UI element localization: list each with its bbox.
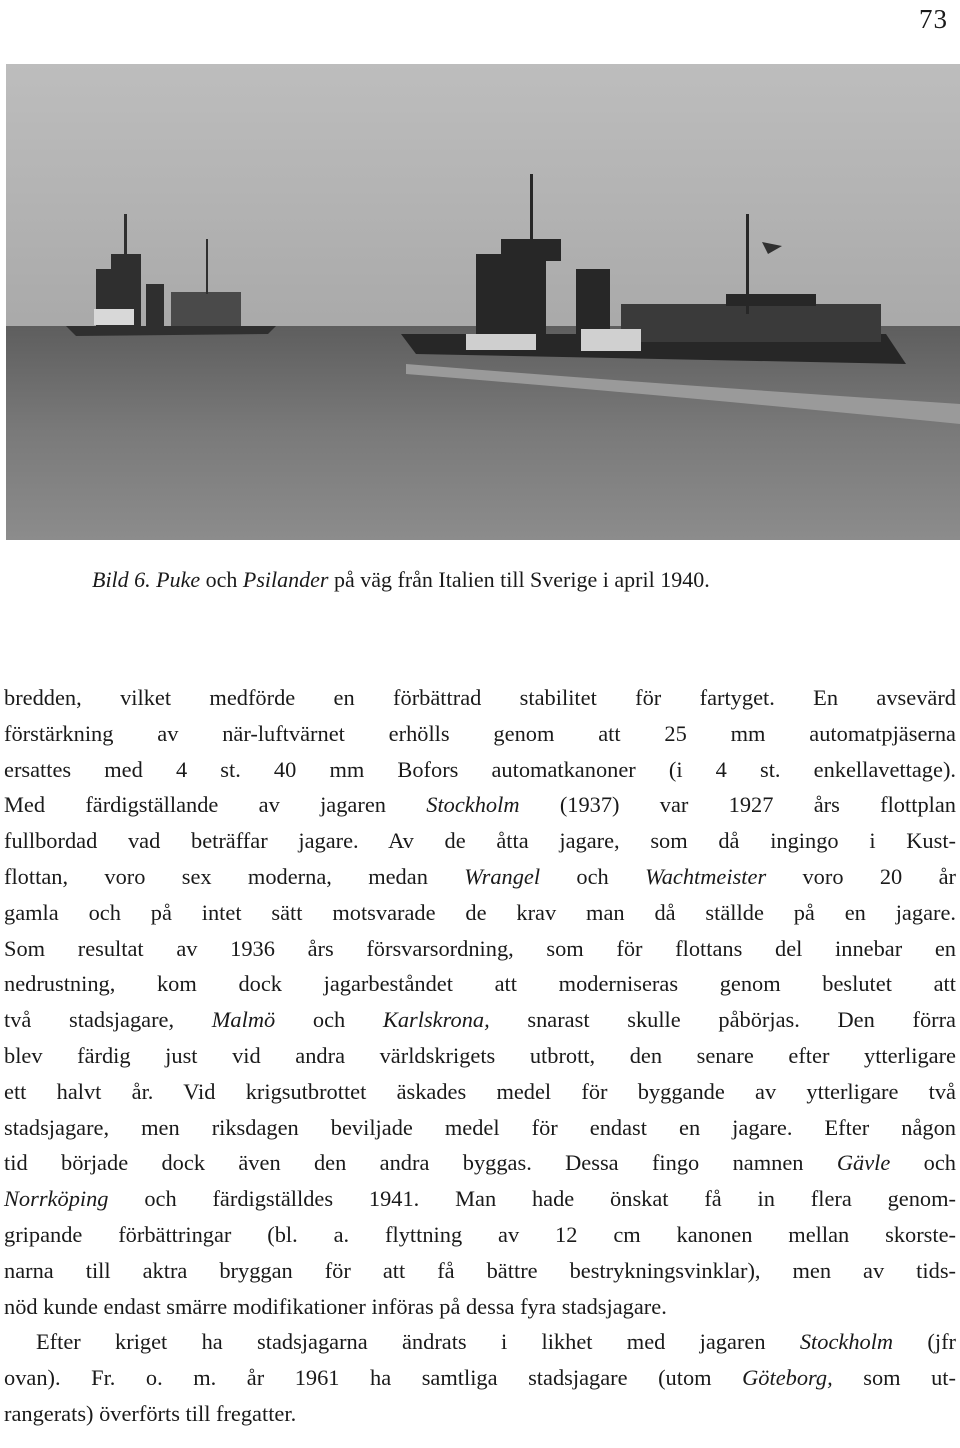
text-line — [4, 1253, 956, 1289]
text-line — [4, 1145, 956, 1181]
body-text — [4, 680, 956, 1432]
text-line — [4, 859, 956, 895]
italic-name: Stockholm — [426, 792, 520, 818]
text-line — [4, 680, 956, 716]
text-line — [4, 1181, 956, 1217]
text-line — [4, 895, 956, 931]
italic-name: Stockholm — [799, 1329, 894, 1355]
text-run: fullbordad vad beträffar jagare. Av de åtta jagare, som då ingingo i Kust- — [4, 828, 956, 854]
text-run: (1937) var 1927 års flottplan — [519, 792, 956, 818]
text-run: och — [540, 863, 646, 889]
text-run: och — [890, 1150, 956, 1176]
text-run: ovan). Fr. o. m. år 1961 ha samtliga stadsjagare (utom — [4, 1365, 743, 1391]
text-line — [4, 1074, 956, 1110]
text-line — [4, 931, 956, 967]
italic-name: Wachtmeister — [645, 863, 767, 889]
caption-ship-2: Psilander — [242, 567, 329, 592]
text-line — [4, 716, 956, 752]
text-line — [4, 1360, 956, 1396]
text-line — [4, 823, 956, 859]
caption-text: på väg från Italien till Sverige i april 1940. — [333, 567, 710, 592]
italic-name: Malmö — [211, 1007, 276, 1033]
text-run: och färdigställdes 1941. Man hade önskat få in flera genom- — [108, 1186, 956, 1212]
destroyers-photo — [6, 64, 960, 540]
text-run: förstärkning av när-luftvärnet erhölls genom att 25 mm automatpjäserna — [4, 720, 956, 746]
text-line — [4, 1217, 956, 1253]
text-line — [4, 1002, 956, 1038]
page-number: 73 — [919, 4, 948, 34]
italic-name: Göteborg, — [742, 1365, 833, 1391]
italic-name: Gävle — [836, 1150, 891, 1176]
text-line — [4, 1324, 956, 1360]
text-run: ett halvt år. Vid krigsutbrottet äskades medel för byggande av ytterligare två — [4, 1078, 956, 1104]
text-line — [4, 1038, 956, 1074]
photo-illustration — [6, 64, 960, 540]
text-run: nedrustning, kom dock jagarbeståndet att moderniseras genom beslutet att — [4, 971, 956, 997]
text-line — [4, 752, 956, 788]
text-line — [4, 1396, 956, 1432]
text-run: ersattes med 4 st. 40 mm Bofors automatkanoner (i 4 st. enkellavettage). — [4, 756, 956, 782]
text-run: tid började dock även den andra byggas. Dessa fingo namnen — [4, 1150, 837, 1176]
text-run: och — [275, 1007, 383, 1033]
text-run: snarast skulle påbörjas. Den förra — [489, 1007, 956, 1033]
text-run: nöd kunde endast smärre modifikationer införas på dessa fyra stadsjagare. — [4, 1293, 667, 1319]
text-run: voro 20 år — [766, 863, 956, 889]
text-line — [4, 1110, 956, 1146]
text-run: gamla och på intet sätt motsvarade de krav man då ställde på en jagare. — [4, 899, 956, 925]
text-run: stadsjagare, men riksdagen beviljade medel för endast en jagare. Efter någon — [4, 1114, 956, 1140]
italic-name: Wrangel — [464, 863, 541, 889]
italic-name: Karlskrona, — [382, 1007, 490, 1033]
text-run: (jfr — [893, 1329, 957, 1355]
text-line — [4, 787, 956, 823]
text-run: bredden, vilket medförde en förbättrad stabilitet för fartyget. En avsevärd — [4, 685, 956, 710]
caption-ship-1: Puke — [156, 567, 201, 592]
text-run: Som resultat av 1936 års försvarsordning, som för flottans del innebar en — [4, 935, 956, 961]
text-run: narna till aktra bryggan för att få bättre bestrykningsvinklar), men av tids- — [4, 1257, 956, 1283]
text-run: två stadsjagare, — [4, 1007, 212, 1033]
text-run: rangerats) överförts till fregatter. — [4, 1400, 297, 1426]
text-line — [4, 1289, 956, 1325]
figure-caption — [92, 567, 952, 593]
text-line — [4, 966, 956, 1002]
text-run: flottan, voro sex moderna, medan — [4, 863, 465, 889]
italic-name: Norrköping — [4, 1186, 109, 1212]
text-run: Med färdigställande av jagaren — [4, 792, 427, 818]
caption-label: Bild 6. — [92, 567, 151, 592]
text-run: som ut- — [832, 1365, 956, 1391]
text-run: gripande förbättringar (bl. a. flyttning av 12 cm kanonen mellan skorste- — [4, 1221, 956, 1247]
text-run: blev färdig just vid andra världskrigets utbrott, den senare efter ytterligare — [4, 1042, 956, 1068]
caption-and: och — [205, 567, 238, 592]
text-run: Efter kriget ha stadsjagarna ändrats i likhet med jagaren — [36, 1329, 800, 1355]
